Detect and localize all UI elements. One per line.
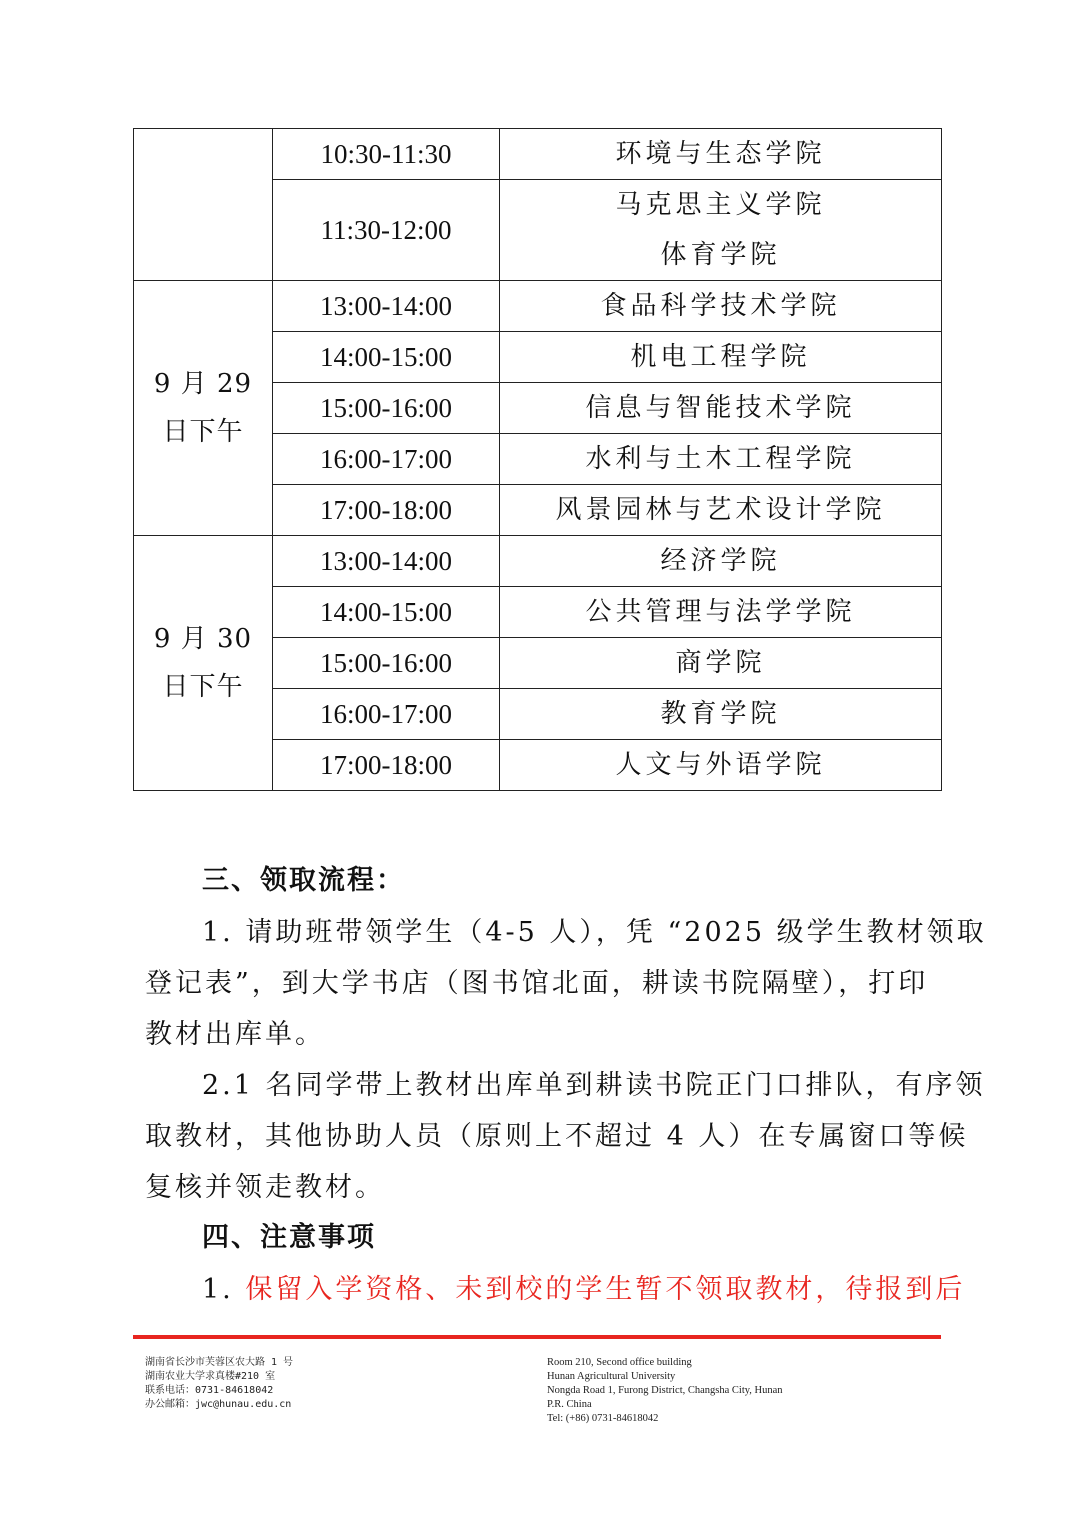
college-name: 食品科学技术学院 (600, 291, 841, 321)
college-cell (500, 638, 942, 689)
section-4-heading: 四、注意事项 (202, 1222, 376, 1253)
footer-address-cn (145, 1356, 293, 1412)
section-3-heading: 三、领取流程： (202, 865, 405, 896)
section-3-item-1-line-3: 教材出库单。 (145, 1019, 325, 1050)
section-3-item-1-line-1: 1. 请助班带领学生（4-5 人），凭 “2025 级学生教材领取 (202, 917, 987, 948)
college-cell (500, 281, 942, 332)
footer-divider (133, 1335, 941, 1339)
college-name: 环境与生态学院 (615, 139, 826, 169)
date-line: 日下午 (162, 672, 244, 702)
footer-address-line: 湖南农业大学求真楼#210 室 (145, 1371, 276, 1382)
time-cell: 14:00-15:00 (273, 332, 500, 383)
time-cell: 17:00-18:00 (273, 485, 500, 536)
date-line: 日下午 (162, 417, 244, 447)
date-cell (134, 129, 273, 281)
date-line: 9 月 30 (153, 624, 253, 654)
date-line: 9 月 29 (153, 369, 253, 399)
footer-address-line: Hunan Agricultural University (547, 1371, 676, 1382)
section-3-item-2-line-3: 复核并领走教材。 (145, 1172, 385, 1203)
section-4-item-1-number: 1. (202, 1274, 246, 1305)
college-cell (500, 740, 942, 791)
college-name: 信息与智能技术学院 (585, 393, 856, 423)
college-cell (500, 129, 942, 180)
footer-address-line: P.R. China (547, 1399, 592, 1410)
section-4-item-1-text: 保留入学资格、未到校的学生暂不领取教材，待报到后 (245, 1274, 966, 1305)
college-name: 马克思主义学院 (615, 190, 826, 220)
footer-phone: 联系电话：0731-84618042 (145, 1385, 274, 1396)
footer-address-line: Nongda Road 1, Furong District, Changsha City, Hunan (547, 1385, 783, 1396)
time-cell: 16:00-17:00 (273, 434, 500, 485)
college-name: 体育学院 (660, 240, 781, 270)
time-cell: 11:30-12:00 (273, 180, 500, 281)
college-cell (500, 689, 942, 740)
schedule-table (133, 128, 942, 791)
time-cell: 14:00-15:00 (273, 587, 500, 638)
section-3-item-1-line-2: 登记表”，到大学书店（图书馆北面，耕读书院隔壁），打印 (145, 968, 929, 999)
section-3-item-2-line-2: 取教材，其他协助人员（原则上不超过 4 人）在专属窗口等候 (145, 1121, 969, 1152)
footer-address-en (547, 1356, 783, 1426)
college-name: 机电工程学院 (630, 342, 811, 372)
college-cell (500, 485, 942, 536)
college-cell (500, 434, 942, 485)
footer-address-line: 湖南省长沙市芙蓉区农大路 1 号 (145, 1357, 294, 1368)
college-cell (500, 383, 942, 434)
time-cell: 16:00-17:00 (273, 689, 500, 740)
time-cell: 15:00-16:00 (273, 383, 500, 434)
college-cell (500, 536, 942, 587)
section-4-item-1 (202, 1267, 965, 1306)
time-cell: 13:00-14:00 (273, 536, 500, 587)
college-name: 人文与外语学院 (615, 750, 826, 780)
schedule-row (134, 281, 942, 332)
college-cell (500, 180, 942, 281)
college-name: 教育学院 (660, 699, 781, 729)
schedule-row (134, 129, 942, 180)
college-name: 经济学院 (660, 546, 781, 576)
time-cell: 10:30-11:30 (273, 129, 500, 180)
college-name: 风景园林与艺术设计学院 (555, 495, 886, 525)
college-cell (500, 332, 942, 383)
footer-email: 办公邮箱：jwc@hunau.edu.cn (145, 1399, 292, 1410)
footer-phone: Tel: (+86) 0731-84618042 (547, 1413, 659, 1424)
section-3-item-2-line-1: 2.1 名同学带上教材出库单到耕读书院正门口排队，有序领 (202, 1070, 986, 1101)
date-cell (134, 536, 273, 791)
college-name: 水利与土木工程学院 (585, 444, 856, 474)
time-cell: 13:00-14:00 (273, 281, 500, 332)
footer-address-line: Room 210, Second office building (547, 1357, 692, 1368)
college-name: 商学院 (675, 648, 766, 678)
college-cell (500, 587, 942, 638)
time-cell: 15:00-16:00 (273, 638, 500, 689)
date-cell (134, 281, 273, 536)
college-name: 公共管理与法学学院 (585, 597, 856, 627)
schedule-row (134, 536, 942, 587)
time-cell: 17:00-18:00 (273, 740, 500, 791)
